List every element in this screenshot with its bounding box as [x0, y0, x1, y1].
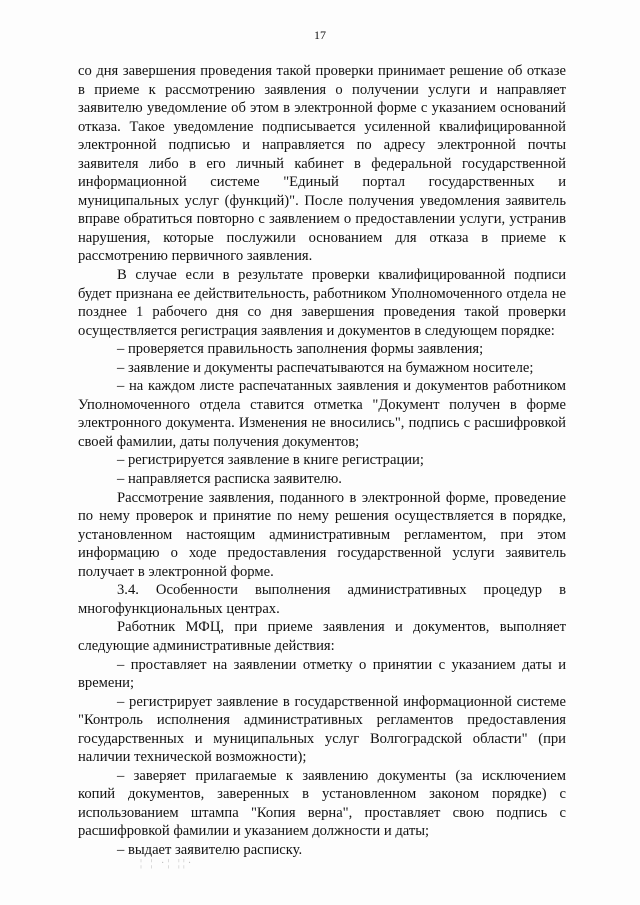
list-item: – заявление и документы распечатываются на бумажном носителе; — [117, 359, 534, 376]
list-item: – регистрируется заявление в книге регистрации; — [117, 452, 424, 469]
list-item: – проверяется правильность заполнения формы заявления; — [117, 341, 484, 358]
list-item: – регистрирует заявление в государственной информационной системе "Контроль исполнения административных регламентов предоставления государственных и муниципальных услуг Волгоградской области" (при наличии технической возможности); — [78, 693, 566, 766]
paragraph: Рассмотрение заявления, поданного в электронной форме, проведение по нему проверок и принятие по нему решения осуществляется в порядке, установленном настоящим административным регламентом, при этом информацию о ходе предоставления государственной услуги заявитель получает в электронной форме. — [78, 489, 566, 580]
page-number: 17 — [314, 28, 326, 42]
paragraph: В случае если в результате проверки квалифицированной подписи будет признана ее действительность, работником Уполномоченного отдела не позднее 1 рабочего дня со дня завершения проведения такой проверки осуществляется регистрация заявления и документов в следующем порядке: — [78, 267, 566, 339]
paragraph: со дня завершения проведения такой проверки принимает решение об отказе в приеме к рассмотрению заявления о получении услуги и направляет заявителю уведомление об этом в электронной форме с указанием оснований отказа. Такое уведомление подписывается усиленной квалифицированной электронной подписью и направляется по адресу электронной почты заявителя либо в его личный кабинет в федеральной государственной информационной системе "Единый портал государственных и муниципальных услуг (функций)". После получения уведомления заявитель вправе обратиться повторно с заявлением о предоставлении услуги, устранив нарушения, которые послужили основанием для отказа в приеме к рассмотрению первичного заявления. — [78, 63, 566, 265]
list-item: – заверяет прилагаемые к заявлению документы (за исключением копий документов, заверенных в установленном законом порядке) с использованием штампа "Копия верна", проставляет свою подпись с расшифровкой фамилии и указанием должности и даты; — [78, 767, 566, 840]
list-item: – направляется расписка заявителю. — [117, 471, 342, 488]
section-heading: 3.4. Особенности выполнения административных процедур в многофункциональных центрах. — [78, 582, 566, 617]
list-item: – на каждом листе распечатанных заявления и документов работником Уполномоченного отдела ставится отметка "Документ получен в форме электронного документа. Изменения не вносились", подпись с расшифровкой своей фамилии, даты получения документов; — [78, 378, 566, 450]
paragraph: Работник МФЦ, при приеме заявления и документов, выполняет следующие административные действия: — [78, 619, 566, 654]
list-item: – выдает заявителю расписку. — [117, 841, 303, 858]
list-item: – проставляет на заявлении отметку о принятии с указанием даты и времени; — [78, 656, 566, 692]
scan-artifact: ¦ ¦ ·¦ ¦¦· — [140, 858, 195, 869]
document-body — [78, 62, 566, 860]
